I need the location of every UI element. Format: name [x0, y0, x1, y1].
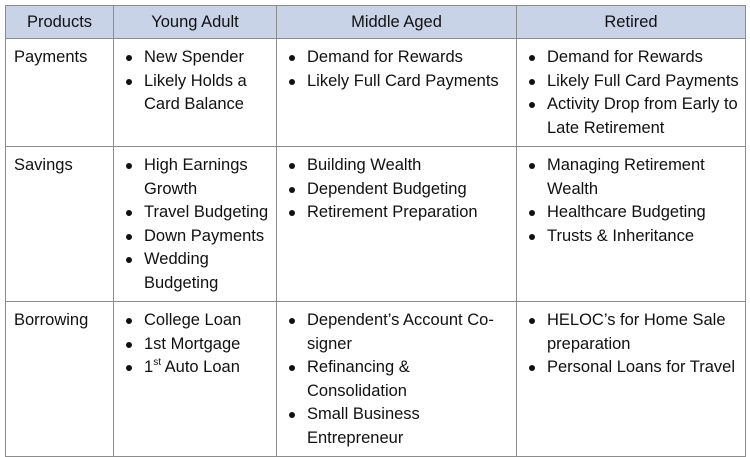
bullet-list	[525, 46, 739, 140]
list-item: Likely Full Card Payments	[285, 70, 510, 94]
bullet-list	[285, 154, 510, 225]
bullet-list	[525, 154, 739, 248]
cell-savings-middle-aged	[277, 147, 517, 302]
ordinal-number: 1	[144, 358, 154, 376]
list-item: Refinancing & Consolidation	[285, 356, 510, 403]
list-item: Demand for Rewards	[285, 46, 510, 70]
list-item: Likely Full Card Payments	[525, 70, 739, 94]
list-item: HELOC’s for Home Sale preparation	[525, 309, 739, 356]
bullet-list	[285, 309, 510, 450]
list-item: Managing Retirement Wealth	[525, 154, 739, 201]
bullet-list	[122, 309, 270, 380]
list-item: Retirement Preparation	[285, 201, 510, 225]
cell-borrowing-young-adult	[114, 302, 277, 457]
cell-borrowing-middle-aged	[277, 302, 517, 457]
list-item: Personal Loans for Travel	[525, 356, 739, 380]
ordinal-suffix: st	[153, 356, 161, 368]
customer-segment-product-table	[5, 5, 746, 457]
list-item: Wedding Budgeting	[122, 248, 270, 295]
list-item: Building Wealth	[285, 154, 510, 178]
list-item: College Loan	[122, 309, 270, 333]
list-item: Travel Budgeting	[122, 201, 270, 225]
row-savings	[6, 147, 746, 302]
list-item: Small Business Entrepreneur	[285, 403, 510, 450]
list-item: Activity Drop from Early to Late Retirement	[525, 93, 739, 140]
list-item: 1st Mortgage	[122, 333, 270, 357]
row-payments	[6, 39, 746, 147]
list-item: Trusts & Inheritance	[525, 225, 739, 249]
list-item: Demand for Rewards	[525, 46, 739, 70]
header-retired: Retired	[517, 6, 746, 39]
bullet-list	[122, 46, 270, 117]
header-middle-aged: Middle Aged	[277, 6, 517, 39]
list-item: New Spender	[122, 46, 270, 70]
header-products: Products	[6, 6, 114, 39]
cell-payments-young-adult	[114, 39, 277, 147]
bullet-list	[122, 154, 270, 295]
row-label-borrowing: Borrowing	[6, 302, 114, 457]
cell-payments-retired	[517, 39, 746, 147]
cell-borrowing-retired	[517, 302, 746, 457]
row-label-savings: Savings	[6, 147, 114, 302]
header-young-adult: Young Adult	[114, 6, 277, 39]
list-item: Healthcare Budgeting	[525, 201, 739, 225]
list-item: Likely Holds a Card Balance	[122, 70, 270, 117]
cell-savings-young-adult	[114, 147, 277, 302]
list-item	[122, 356, 270, 380]
list-item: High Earnings Growth	[122, 154, 270, 201]
row-borrowing	[6, 302, 746, 457]
list-item: Down Payments	[122, 225, 270, 249]
header-row	[6, 6, 746, 39]
bullet-list	[525, 309, 739, 380]
bullet-list	[285, 46, 510, 93]
cell-payments-middle-aged	[277, 39, 517, 147]
list-item-text: Auto Loan	[160, 358, 240, 376]
cell-savings-retired	[517, 147, 746, 302]
list-item: Dependent Budgeting	[285, 178, 510, 202]
row-label-payments: Payments	[6, 39, 114, 147]
list-item: Dependent’s Account Co-signer	[285, 309, 510, 356]
